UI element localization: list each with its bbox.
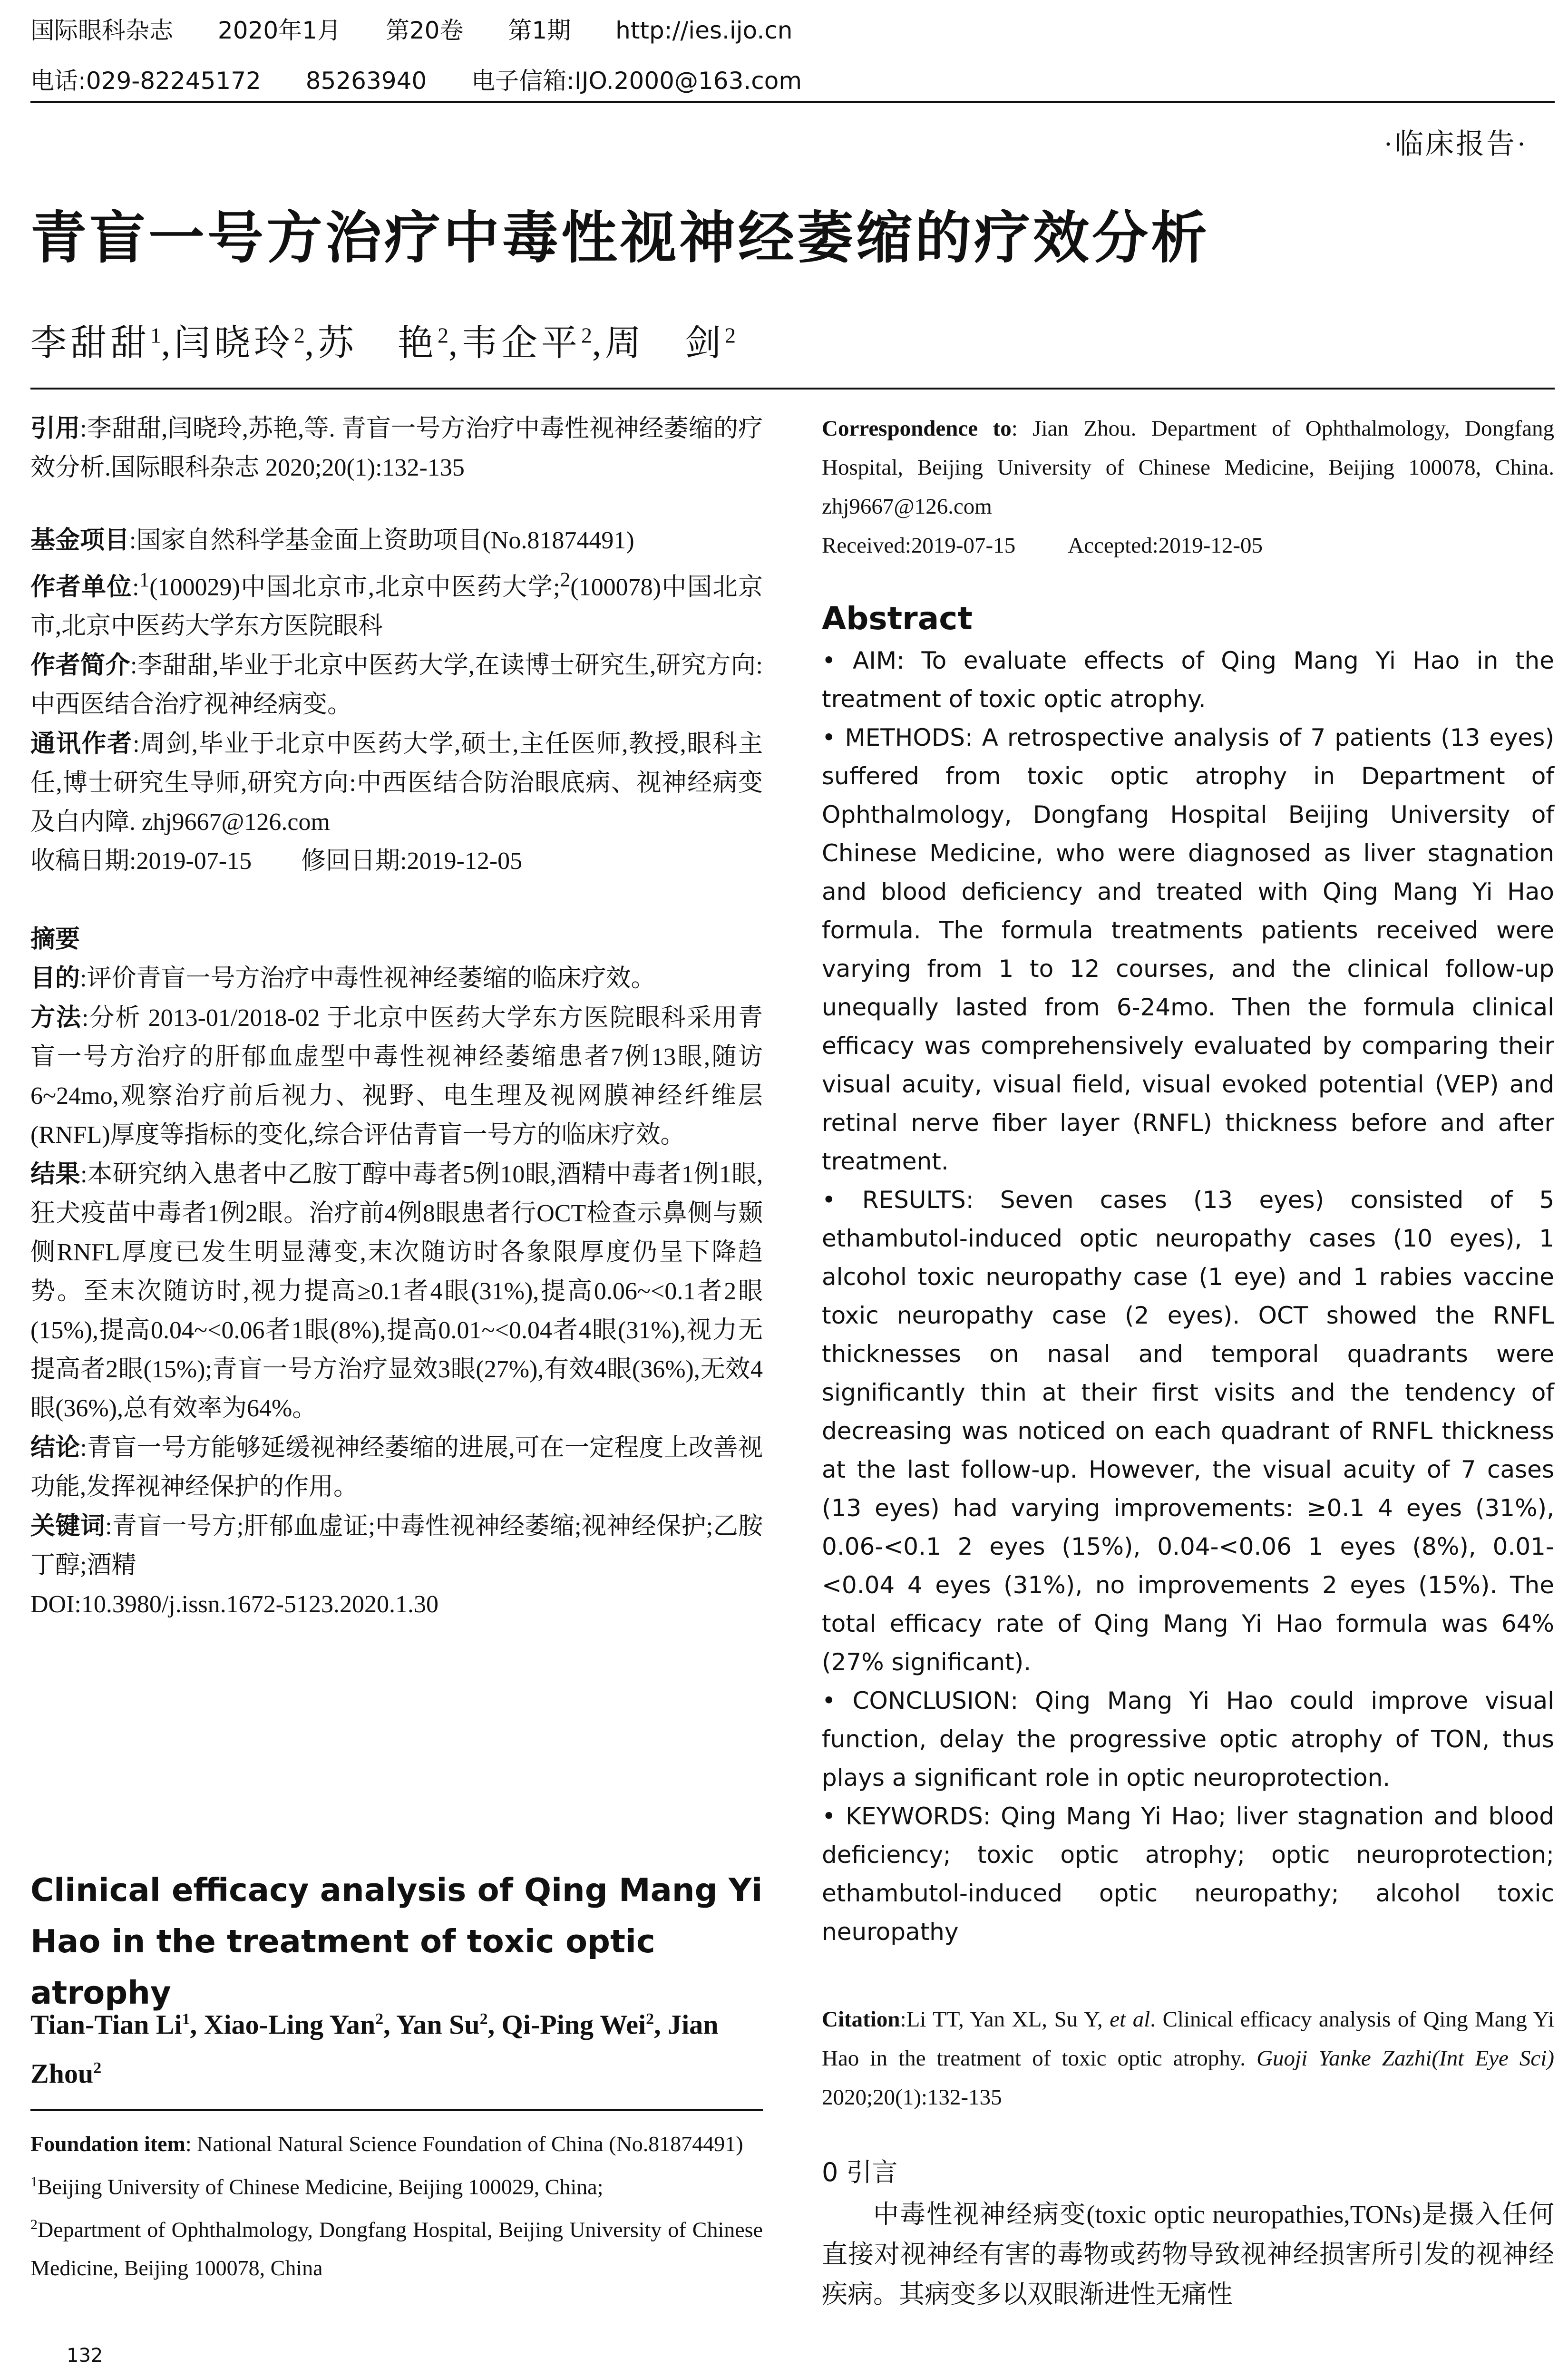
title-rule: [30, 388, 1555, 390]
section-tag: ·临床报告·: [1383, 128, 1528, 160]
affiliation-2: $^2$Department of Ophthalmology, Dongfang Hospital, Beijing University of Chinese Medicine, Beijing 100078, China: [30, 2217, 763, 2280]
author-affiliation-mark: 1: [150, 323, 161, 348]
journal-header-line2: [30, 61, 839, 101]
author-affiliation-mark: 2: [581, 323, 592, 348]
author-name: 闫晓玲: [174, 323, 294, 363]
english-title: Clinical efficacy analysis of Qing Mang Yi Hao in the treatment of toxic optic atrophy: [30, 1871, 763, 2011]
phone: 电话:029-82245172: [30, 67, 261, 95]
abstract-conclusion: • CONCLUSION: Qing Mang Yi Hao could improve visual function, delay the progressive optic atrophy of TON, thus plays a significant role in optic neuroprotection.: [822, 1687, 1554, 1792]
author-separator: ,: [592, 323, 605, 363]
author-affiliation-mark: 2: [725, 323, 736, 348]
author-separator: ,: [654, 2009, 668, 2040]
author-separator: ,: [190, 2009, 204, 2040]
author-name: Xiao-Ling Yan: [204, 2009, 376, 2040]
author-separator: ,: [487, 2009, 502, 2040]
author-name: Tian-Tian Li: [30, 2009, 182, 2040]
aim-cn: 目的:评价青盲一号方治疗中毒性视神经萎缩的临床疗效。: [30, 964, 656, 993]
citation-cn: 引用:李甜甜,闫晓玲,苏艳,等. 青盲一号方治疗中毒性视神经萎缩的疗效分析.国际眼科杂志 2020;20(1):132-135: [30, 414, 763, 481]
author-name: 李甜甜: [30, 323, 150, 363]
conclusion-cn: 结论:青盲一号方能够延缓视神经萎缩的进展,可在一定程度上改善视功能,发挥视神经保护的作用。: [30, 1433, 763, 1501]
author-name: 韦企平: [461, 323, 581, 363]
header-rule: [30, 101, 1555, 103]
journal-name: 国际眼科杂志: [30, 17, 173, 44]
author-affiliation-mark: 2: [375, 2010, 384, 2028]
abstract-heading: Abstract: [822, 600, 973, 637]
page-title: 青盲一号方治疗中毒性视神经萎缩的疗效分析: [30, 205, 1210, 271]
author-affiliation-mark: 2: [294, 323, 305, 348]
author-affiliation-mark: 2: [438, 323, 448, 348]
methods-cn: 方法:分析 2013-01/2018-02 于北京中医药大学东方医院眼科采用青盲一号方治疗的肝郁血虚型中毒性视神经萎缩患者7例13眼,随访6~24mo,观察治疗前后视力、视野、电生理及视网膜神经纤维层(RNFL)厚度等指标的变化,综合评估青盲一号方的临床疗效。: [30, 1003, 763, 1149]
corresponding-author: 通讯作者:周剑,毕业于北京中医药大学,硕士,主任医师,教授,眼科主任,博士研究生导师,研究方向:中西医结合防治眼底病、视神经病变及白内障. zhj9667@126.com: [30, 730, 763, 836]
email[interactable]: 电子信箱:IJO.2000@163.com: [471, 67, 802, 95]
english-abstract: [822, 600, 1554, 1951]
author-name: 苏 艳: [318, 323, 438, 363]
page-number: 132: [67, 2345, 103, 2367]
issue-date: 2020年1月: [217, 17, 341, 44]
correspondence-block: [822, 409, 1554, 565]
author-name: 周 剑: [605, 323, 725, 363]
journal-url[interactable]: http://ies.ijo.cn: [615, 17, 793, 44]
phone-2: 85263940: [305, 67, 427, 95]
introduction-heading: 0 引言: [822, 2157, 898, 2187]
author-affiliation-mark: 2: [646, 2010, 654, 2028]
received-dates: 收稿日期:2019-07-15 修回日期:2019-12-05: [30, 848, 523, 875]
author-bio: 作者简介:李甜甜,毕业于北京中医药大学,在读博士研究生,研究方向:中西医结合治疗视神经病变。: [30, 651, 763, 719]
english-author-list: [30, 1997, 763, 2096]
author-separator: ,: [383, 2009, 396, 2040]
correspondence-to: Correspondence to: Jian Zhou. Department of Ophthalmology, Dongfang Hospital, Beijing University of Chinese Medicine, Beijing 100078, China. zhj9667@126.com: [822, 416, 1555, 519]
fund-item: 基金项目:国家自然科学基金面上资助项目(No.81874491): [30, 526, 634, 555]
foundation-item: Foundation item: National Natural Science Foundation of China (No.81874491): [30, 2132, 743, 2156]
abstract-results: • RESULTS: Seven cases (13 eyes) consisted of 5 ethambutol-induced optic neuropathy cases (10 eyes), 1 alcohol toxic neuropathy case (1 eye) and 1 rabies vaccine toxic neuropathy case (2 eyes). OCT showed the RNFL thicknesses on nasal and temporal quadrants were significantly thin at their first visits and the tendency of decreasing was noticed on each quadrant of RNFL thickness at the last follow-up. However, the visual acuity of 7 cases (13 eyes) had varying improvements: ≥0.1 4 eyes (31%), 0.06-<0.1 2 eyes (15%), 0.04-<0.06 1 eyes (8%), 0.01-<0.04 4 eyes (31%), no improvements 2 eyes (15%). The total efficacy rate of Qing Mang Yi Hao formula was 64% (27% significant).: [822, 1186, 1554, 1676]
author-name: Qi-Ping Wei: [501, 2009, 646, 2040]
citation-label: 引用: [30, 414, 80, 443]
introduction-section: [822, 2152, 1554, 2314]
doi[interactable]: DOI:10.3980/j.issn.1672-5123.2020.1.30: [30, 1591, 438, 1618]
left-bottom-rule: [30, 2109, 763, 2111]
author-separator: ,: [305, 323, 318, 363]
foundation-block: [30, 2125, 763, 2287]
received-accepted: Received:2019-07-15 Accepted:2019-12-05: [822, 533, 1263, 558]
author-separator: ,: [161, 323, 174, 363]
author-separator: ,: [448, 323, 461, 363]
issue-number: 第1期: [508, 17, 571, 44]
author-name: Jian Zhou: [30, 2009, 719, 2089]
citation-en: Citation:Li TT, Yan XL, Su Y, et al. Clinical efficacy analysis of Qing Mang Yi Hao in the treatment of toxic optic atrophy. Guoji Yanke Zazhi(Int Eye Sci) 2020;20(1):132-135: [822, 2007, 1554, 2110]
keywords-cn: 关键词:青盲一号方;肝郁血虚证;中毒性视神经萎缩;视神经保护;乙胺丁醇;酒精: [30, 1512, 763, 1579]
journal-header-line1: [30, 10, 829, 50]
abstract-aim: • AIM: To evaluate effects of Qing Mang Yi Hao in the treatment of toxic optic atrophy.: [822, 647, 1554, 713]
abstract-label-cn: 摘要: [30, 925, 80, 954]
abstract-methods: • METHODS: A retrospective analysis of 7 patients (13 eyes) suffered from toxic optic atrophy in Department of Ophthalmology, Dongfang Hospital Beijing University of Chinese Medicine, who were diagnosed as liver stagnation and blood deficiency and treated with Qing Mang Yi Hao formula. The formula treatments patients received were varying from 1 to 12 courses, and the clinical follow-up unequally lasted from 6-24mo. Then the formula clinical efficacy was comprehensively evaluated by comparing their visual acuity, visual field, visual evoked potential (VEP) and retinal nerve fiber layer (RNFL) thickness before and after treatment.: [822, 724, 1554, 1175]
results-cn: 结果:本研究纳入患者中乙胺丁醇中毒者5例10眼,酒精中毒者1例1眼,狂犬疫苗中毒者1例2眼。治疗前4例8眼患者行OCT检查示鼻侧与颞侧RNFL厚度已发生明显薄变,末次随访时各象限厚度仍呈下降趋势。至末次随访时,视力提高≥0.1者4眼(31%),提高0.06~<0.1者2眼(15%),提高0.04~<0.06者1眼(8%),提高0.01~<0.04者4眼(31%),视力无提高者2眼(15%);青盲一号方治疗显效3眼(27%),有效4眼(36%),无效4眼(36%),总有效率为64%。: [30, 1160, 763, 1422]
author-unit: 作者单位:$^1$(100029)中国北京市,北京中医药大学;$^2$(100078)中国北京市,北京中医药大学东方医院眼科: [30, 568, 763, 640]
author-affiliation-mark: 2: [93, 2059, 102, 2077]
abstract-keywords: • KEYWORDS: Qing Mang Yi Hao; liver stagnation and blood deficiency; toxic optic atrophy; optic neuroprotection; ethambutol-induced optic neuropathy; alcohol toxic neuropathy: [822, 1802, 1554, 1946]
introduction-text: 中毒性视神经病变(toxic optic neuropathies,TONs)是摄入任何直接对视神经有害的毒物或药物导致视神经损害所引发的视神经疾病。其病变多以双眼渐进性无痛性: [822, 2200, 1554, 2309]
left-column: [30, 409, 763, 1624]
affiliation-1: $^1$Beijing University of Chinese Medicine, Beijing 100029, China;: [30, 2174, 604, 2199]
author-list: [30, 314, 736, 366]
volume: 第20卷: [385, 17, 464, 44]
author-affiliation-mark: 1: [182, 2010, 190, 2028]
author-name: Yan Su: [396, 2009, 480, 2040]
author-affiliation-mark: 2: [479, 2010, 488, 2028]
